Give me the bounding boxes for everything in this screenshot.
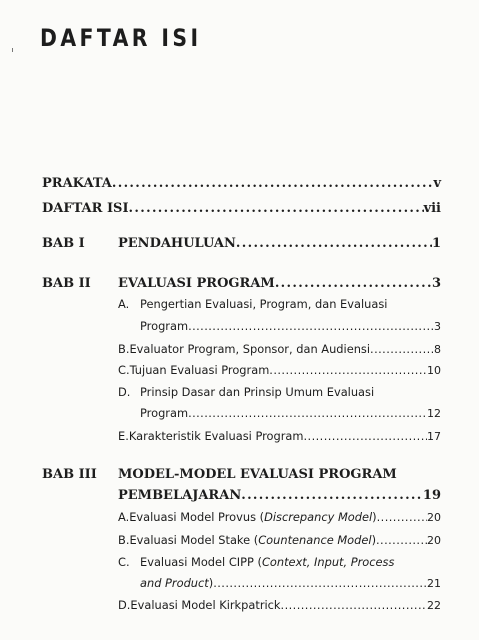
toc-subentry-3a[interactable] [118, 510, 441, 524]
subentry-text [129, 533, 376, 547]
chapter-number: BAB I [42, 236, 85, 251]
subentry-text [140, 576, 213, 590]
dot-leader [129, 201, 424, 216]
toc-subentry-3c-line2[interactable] [140, 576, 441, 590]
subentry-letter: A. [118, 510, 130, 524]
toc-entry-page: 12 [427, 407, 441, 420]
toc-entry-label: DAFTAR ISI [42, 201, 129, 216]
toc-entry-page: 1 [431, 236, 441, 251]
subentry-text: Pengertian Evaluasi, Program, dan Evaluasi [140, 297, 388, 311]
toc-entry-page: 19 [422, 488, 441, 503]
toc-entry-page: 17 [427, 430, 441, 443]
toc-entry-daftar-isi[interactable] [42, 201, 441, 216]
subentry-text: Program [140, 406, 189, 420]
dot-leader [376, 533, 427, 547]
subentry-text [129, 510, 376, 524]
subentry-text: Evaluator Program, Sponsor, dan Audiensi [129, 342, 371, 356]
dot-leader [304, 429, 427, 443]
chapter-title: EVALUASI PROGRAM [118, 276, 275, 291]
toc-subentry-2c[interactable] [118, 363, 441, 377]
toc-entry-label: PRAKATA [42, 176, 112, 191]
toc-subentry-3c-line1[interactable] [118, 555, 394, 569]
dot-leader [188, 319, 434, 333]
subentry-text: Program [140, 319, 189, 333]
dot-leader [188, 406, 427, 420]
subentry-text: Evaluasi Model Kirkpatrick [130, 598, 281, 612]
chapter-title-line1[interactable]: MODEL-MODEL EVALUASI PROGRAM [118, 467, 397, 482]
subentry-text-italic: Context, Input, Process [261, 555, 395, 569]
toc-entry-page: v [433, 176, 441, 191]
subentry-letter: C. [118, 363, 130, 377]
toc-entry-page: 22 [427, 599, 441, 612]
subentry-text-italic: and Product [140, 576, 209, 590]
dot-leader [213, 576, 427, 590]
subentry-text-a: Evaluasi Model CIPP ( [140, 555, 262, 569]
margin-mark [12, 48, 13, 52]
subentry-text-c: ) [371, 533, 377, 547]
subentry-letter: C. [118, 555, 130, 569]
dot-leader [377, 510, 427, 524]
toc-subentry-2a-line2[interactable] [140, 319, 441, 333]
subentry-letter: A. [118, 297, 130, 311]
toc-entry-page: vii [423, 201, 441, 216]
dot-leader [241, 488, 423, 503]
dot-leader [236, 236, 432, 251]
subentry-text-italic: Discrepancy Model [264, 510, 373, 524]
subentry-letter: B. [118, 342, 130, 356]
subentry-text: Prinsip Dasar dan Prinsip Umum Evaluasi [140, 385, 375, 399]
toc-entry-bab-2[interactable] [118, 276, 441, 291]
subentry-letter: E. [118, 429, 129, 443]
dot-leader [275, 276, 432, 291]
toc-subentry-2e[interactable] [118, 429, 441, 443]
dot-leader [370, 342, 434, 356]
subentry-text-italic: Countenance Model [258, 533, 372, 547]
toc-entry-bab-1[interactable] [118, 236, 441, 251]
dot-leader [281, 598, 427, 612]
toc-subentry-3b[interactable] [118, 533, 441, 547]
dot-leader [112, 176, 434, 191]
toc-entry-prakata[interactable] [42, 176, 441, 191]
toc-entry-page: 3 [431, 276, 441, 291]
toc-entry-page: 20 [427, 534, 441, 547]
toc-entry-page: 21 [427, 577, 441, 590]
subentry-text-a: Evaluasi Model Stake ( [129, 533, 259, 547]
subentry-letter: D. [118, 598, 131, 612]
toc-entry-page: 20 [427, 511, 441, 524]
subentry-text: Karakteristik Evaluasi Program [128, 429, 304, 443]
page-title: DAFTAR ISI [40, 24, 202, 52]
subentry-text: Tujuan Evaluasi Program [129, 363, 270, 377]
chapter-title: PENDAHULUAN [118, 236, 236, 251]
toc-entry-page: 10 [427, 364, 441, 377]
chapter-title-line2: PEMBELAJARAN [118, 488, 242, 503]
toc-subentry-2d-line2[interactable] [140, 406, 441, 420]
chapter-number: BAB II [42, 276, 91, 291]
subentry-letter: D. [118, 385, 131, 399]
subentry-text-c: ) [208, 576, 214, 590]
toc-entry-page: 8 [434, 343, 441, 356]
subentry-text-a: Evaluasi Model Provus ( [129, 510, 265, 524]
toc-entry-page: 3 [434, 320, 441, 333]
subentry-letter: B. [118, 533, 130, 547]
toc-subentry-2a-line1[interactable] [118, 297, 387, 311]
dot-leader [269, 363, 427, 377]
toc-entry-bab-3[interactable] [118, 488, 441, 503]
toc-subentry-3d[interactable] [118, 598, 441, 612]
toc-subentry-2d-line1[interactable] [118, 385, 374, 399]
subentry-text-c: ) [372, 510, 377, 524]
chapter-number: BAB III [42, 467, 97, 482]
toc-subentry-2b[interactable] [118, 342, 441, 356]
